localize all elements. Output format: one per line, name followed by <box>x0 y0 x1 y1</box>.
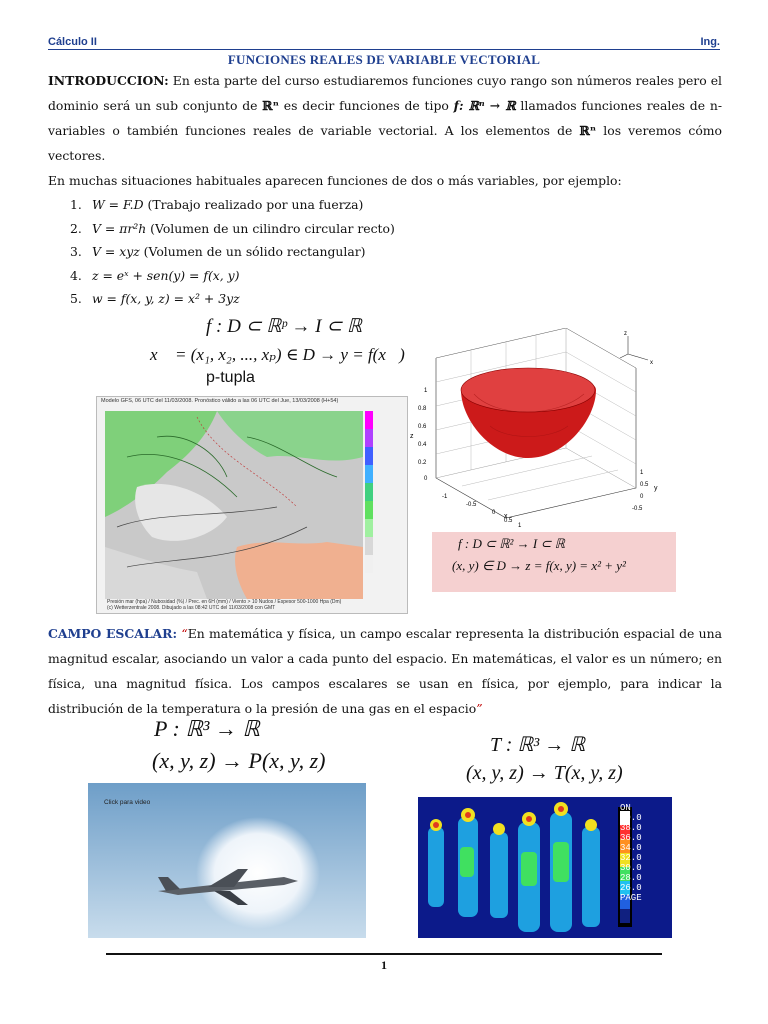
item-formula: W = F.D <box>92 197 144 212</box>
formula-line-2: x⃗ = (x₁, x₂, ..., xₚ) ∈ D → y = f(x⃗) <box>150 345 405 364</box>
intro-text-3: llamados funciones reales de n-variables o también funciones reales de variable vectorial. A los elementos de <box>48 98 723 138</box>
legend-label: PAGE <box>620 893 642 903</box>
item-formula: z = eˣ + sen(y) = f(x, y) <box>92 267 240 283</box>
header-course: Cálculo II <box>48 36 97 48</box>
z-tick: 0.4 <box>418 442 427 448</box>
intro-label: INTRODUCCION: <box>48 73 169 88</box>
item-formula: V = πr²h <box>92 220 147 236</box>
x-tick: 0 <box>492 510 496 516</box>
formula-box-line-1: f : D ⊂ ℝ² → I ⊂ ℝ <box>458 536 565 551</box>
jet-sonic-boom-image[interactable] <box>88 783 366 938</box>
pressure-field-line-2 <box>152 748 326 774</box>
legend-label: ON <box>620 803 631 813</box>
item-desc: (Trabajo realizado por una fuerza) <box>143 197 364 212</box>
quote-close: ” <box>476 701 483 716</box>
formula-box-line-2: (x, y) ∈ D → z = f(x, y) = x² + y² <box>452 558 626 573</box>
campo-escalar-text: En matemática y física, un campo escalar representa la distribución espacial de una magnitud escalar, asociando un valor a cada punto del espacio. En matemáticas, el valor es un número; en física, una magnitud física. Los campos escalares se usan en física, por ejemplo, para indicar la distribución de la temperatura o la presión de una gas en el espacio <box>48 626 723 716</box>
page-title: FUNCIONES REALES DE VARIABLE VECTORIAL <box>227 52 541 67</box>
footer-line: (c) Wetterzentrale 2008. Dibujado a las 08:42 UTC del 11/03/2008 con GMT <box>107 605 276 611</box>
orientation-x: x <box>650 360 653 366</box>
function-type: f: ℝⁿ → ℝ <box>453 98 516 113</box>
item-desc: (Volumen de un sólido rectangular) <box>139 244 366 260</box>
paraboloid-formula-box <box>432 532 676 592</box>
item-formula: w = f(x, y, z) = x² + 3yz <box>92 291 240 307</box>
intro-text-2: es decir funciones de tipo <box>279 98 454 113</box>
header-right: Ing. <box>700 36 720 48</box>
list-item <box>70 217 670 241</box>
z-tick: 1 <box>424 388 428 394</box>
legend-label: 30.0 <box>620 863 642 873</box>
y-tick: -0.5 <box>632 506 643 512</box>
z-axis-label: z <box>410 433 414 440</box>
legend-label: 38.0 <box>620 823 642 833</box>
z-tick: 0.8 <box>418 406 427 412</box>
legend-label: 34.0 <box>620 843 642 853</box>
item-number: 1. <box>70 197 82 212</box>
legend-label: 26.0 <box>620 883 642 893</box>
examples-list <box>70 193 670 311</box>
axis-orientation-icon <box>620 331 653 366</box>
item-number: 5. <box>70 291 82 307</box>
footer-line: Presión mar (hpa) / Nubosidad (%) / Prec. en 6H (mm) / Viento > 10 Nudos / Espesor 500-1000 Hpa (Dm) <box>107 599 342 605</box>
x-tick: 0.5 <box>504 518 513 524</box>
pressure-field-map: (x, y, z) → P(x, y, z) <box>152 748 326 773</box>
temperature-field-def: T : ℝ³ → ℝ <box>490 734 586 756</box>
pressure-field-def: P : ℝ³ → ℝ <box>154 716 260 741</box>
pressure-field-line-1 <box>154 716 260 742</box>
rn-symbol: ℝⁿ <box>579 123 597 138</box>
footer-rule <box>106 953 662 955</box>
header-rule <box>48 49 720 50</box>
campo-escalar-label: CAMPO ESCALAR: <box>48 626 178 641</box>
rn-symbol: ℝⁿ <box>262 98 280 113</box>
ptuple-label: p-tupla <box>206 369 255 386</box>
z-tick: 0 <box>424 476 428 482</box>
y-tick: 0.5 <box>640 482 649 488</box>
intro-paragraph <box>48 68 722 168</box>
thermal-camera-image <box>418 797 672 938</box>
y-tick: 0 <box>640 494 644 500</box>
y-axis-label: y <box>654 485 658 492</box>
weather-map-image <box>96 396 408 614</box>
temperature-field-line-2 <box>466 762 623 785</box>
campo-escalar-paragraph <box>48 621 722 721</box>
legend-label: 32.0 <box>620 853 642 863</box>
x-tick: -1 <box>442 494 448 500</box>
x-tick: -0.5 <box>466 502 477 508</box>
list-item <box>70 287 670 311</box>
legend-label: 40.0 <box>620 813 642 823</box>
paraboloid-3d-plot <box>406 328 666 528</box>
x-axis-label: x <box>504 513 508 520</box>
intro-text-4: los veremos cómo vectores. <box>48 123 722 163</box>
list-item <box>70 264 670 288</box>
temperature-field-line-1 <box>490 732 585 757</box>
y-tick: 1 <box>640 470 644 476</box>
orientation-z: z <box>624 331 627 337</box>
page-header <box>48 36 720 50</box>
legend-label: 36.0 <box>620 833 642 843</box>
item-number: 3. <box>70 244 82 260</box>
formula-line-1: f : D ⊂ ℝᵖ → I ⊂ ℝ <box>206 316 362 337</box>
z-tick: 0.6 <box>418 424 427 430</box>
legend-label: 28.0 <box>620 873 642 883</box>
weather-map-graphic <box>97 397 407 613</box>
item-number: 2. <box>70 220 82 236</box>
list-item <box>70 193 670 217</box>
z-tick: 0.2 <box>418 460 427 466</box>
list-item <box>70 240 670 264</box>
temperature-field-map: (x, y, z) → T(x, y, z) <box>466 762 623 784</box>
item-number: 4. <box>70 267 82 283</box>
weather-map-caption: Modelo GFS, 06 UTC del 11/03/2008. Pronóstico válido a las 06 UTC del Jue, 13/03/2008 (H+54) <box>101 398 339 404</box>
weather-map-footer <box>107 599 341 611</box>
x-tick: 1 <box>518 523 522 528</box>
temperature-legend <box>620 803 670 933</box>
video-caption[interactable]: Click para video <box>104 799 151 806</box>
intro-text-1: En esta parte del curso estudiaremos funciones cuyo rango son números reales pero el dominio será un sub conjunto de <box>48 73 722 113</box>
item-desc: (Volumen de un cilindro circular recto) <box>146 220 395 236</box>
page-number: 1 <box>381 958 387 972</box>
quote-open: “ <box>177 626 188 641</box>
examples-intro: En muchas situaciones habituales aparecen funciones de dos o más variables, por ejemplo: <box>48 173 622 188</box>
item-formula: V = xyz <box>92 244 140 260</box>
